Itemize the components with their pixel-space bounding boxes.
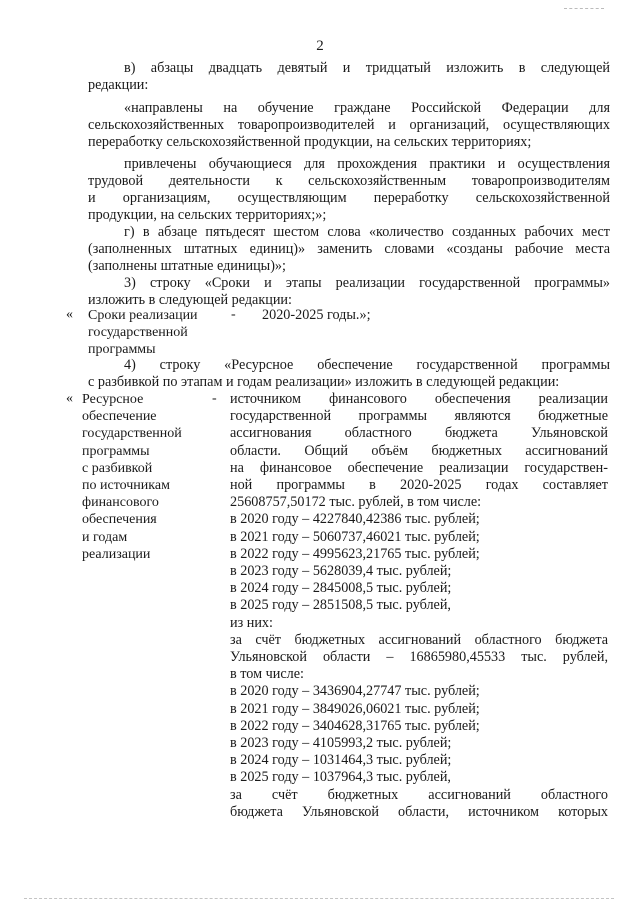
resurs-value-line: в 2025 году – 2851508,5 тыс. рублей, (230, 597, 451, 614)
resurs-value-line: в 2023 году – 5628039,4 тыс. рублей; (230, 563, 452, 579)
resurs-value-line: в 2025 году – 1037964,3 тыс. рублей, (230, 769, 451, 786)
sroki-label-line: Сроки реализации (88, 308, 198, 323)
resurs-value-line: за счёт бюджетных ассигнований областного бюджета (230, 631, 608, 648)
resurs-value-line: в 2023 году – 4105993,2 тыс. рублей; (230, 735, 452, 751)
open-quote: « (66, 391, 73, 406)
resurs-value-line: в 2021 году – 5060737,46021 тыс. рублей; (230, 528, 480, 545)
paragraph-line: 4) строку «Ресурсное обеспечение государственной программы (124, 357, 610, 373)
sroki-value: 2020-2025 годы.»; (262, 307, 371, 323)
resurs-value-line: области. Общий объём бюджетных ассигнований (230, 442, 608, 459)
resurs-value-line: в 2021 году – 3849026,06021 тыс. рублей; (230, 700, 480, 717)
paragraph-line: изложить в следующей редакции: (88, 292, 292, 308)
paragraph-line: переработку сельскохозяйственной продукции, на сельских территориях; (88, 134, 532, 150)
resurs-label-line: обеспечения (82, 512, 157, 528)
resurs-value-line: государственной программы являются бюджетные (230, 408, 608, 425)
resurs-value-line: в 2020 году – 4227840,42386 тыс. рублей; (230, 511, 480, 528)
resurs-value-line: в 2024 году – 1031464,3 тыс. рублей; (230, 752, 452, 769)
scan-edge-top (564, 8, 604, 9)
paragraph-line: 3) строку «Сроки и этапы реализации государственной программы» (124, 275, 610, 291)
resurs-label-line: и годам (82, 529, 128, 545)
resurs-value-line: в 2024 году – 2845008,5 тыс. рублей; (230, 580, 452, 597)
resurs-label-line: Ресурсное (82, 392, 144, 407)
resurs-value-line: бюджета Ульяновской области, источником которых (230, 803, 608, 820)
paragraph-line: привлечены обучающиеся для прохождения практики и осуществления (124, 156, 610, 172)
resurs-label-line: с разбивкой (82, 460, 153, 476)
resurs-value-line: Ульяновской области – 16865980,45533 тыс. рублей, (230, 649, 608, 665)
resurs-value-line: на финансовое обеспечение реализации государствен- (230, 459, 608, 476)
dash: - (231, 307, 236, 322)
scan-edge-bottom (24, 898, 614, 899)
paragraph-line: «направлены на обучение граждане Российской Федерации для (124, 100, 610, 116)
open-quote: « (66, 307, 73, 322)
paragraph-line: (заполнены штатные единицы)»; (88, 258, 286, 274)
resurs-label-line: программы (82, 443, 150, 459)
resurs-label-line: обеспечение (82, 409, 157, 425)
resurs-label-line: реализации (82, 546, 151, 562)
page-number: 2 (316, 38, 324, 54)
resurs-value-line: ассигнования областного бюджета Ульяновской (230, 425, 608, 442)
paragraph-line: с разбивкой по этапам и годам реализации» изложить в следующей редакции: (88, 374, 560, 390)
paragraph-line: сельскохозяйственных товаропроизводителей и организаций, осуществляющих (88, 117, 610, 133)
resurs-value-line: ной программы в 2020-2025 годах составляет (230, 477, 608, 493)
paragraph-line: трудовой деятельности к сельскохозяйственным товаропроизводителям (88, 173, 610, 189)
paragraph-line: г) в абзаце пятьдесят шестом слова «количество созданных рабочих мест (124, 224, 610, 240)
resurs-value-line: в 2022 году – 4995623,21765 тыс. рублей; (230, 545, 480, 562)
resurs-value-line: 25608757,50172 тыс. рублей, в том числе: (230, 494, 482, 511)
paragraph-line: редакции: (88, 77, 149, 93)
resurs-value-line: источником финансового обеспечения реализации (230, 391, 608, 407)
resurs-value-line: за счёт бюджетных ассигнований областного (230, 786, 608, 803)
sroki-label-line: государственной (88, 325, 188, 340)
resurs-value-line: в 2022 году – 3404628,31765 тыс. рублей; (230, 717, 480, 734)
paragraph-line: продукции, на сельских территориях;»; (88, 207, 327, 223)
paragraph-line: (заполненных штатных единиц)» заменить словами «созданы рабочие места (88, 241, 610, 257)
sroki-label-line: программы (88, 342, 156, 357)
resurs-label-line: государственной (82, 426, 182, 442)
resurs-label-line: финансового (82, 495, 159, 511)
dash: - (212, 391, 217, 406)
paragraph-line: в) абзацы двадцать девятый и тридцатый изложить в следующей (124, 60, 610, 76)
resurs-value-line: в 2020 году – 3436904,27747 тыс. рублей; (230, 683, 480, 700)
resurs-value-line: в том числе: (230, 666, 304, 683)
resurs-value-line: из них: (230, 614, 273, 631)
resurs-label-line: по источникам (82, 478, 170, 493)
paragraph-line: и организациям, осуществляющим переработку сельскохозяйственной (88, 190, 610, 206)
